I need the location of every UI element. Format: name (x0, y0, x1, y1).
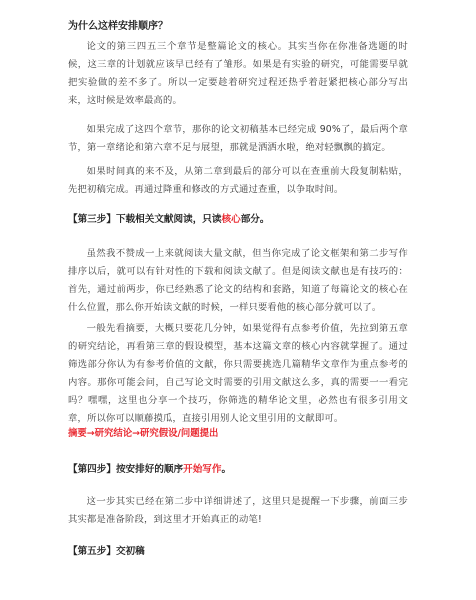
step-5-heading: 【第五步】交初稿 (68, 546, 145, 557)
paragraph-reading-method: 一般先看摘要，大概只要花几分钟，如果觉得有点参考价值，先拉到第五章的研究结论，再看第三章的假设模型，基本这篇文章的核心内容就掌握了。通过筛选部分你认为有参考价值的文献，你只需要挑选几篇精华文章作为重点参考的内容。那你可能会问，自己写论文时需要的引用文献这么多，真的需要一一看完吗？嘿嘿，这里也分享一个技巧，你筛选的精华论文里，必然也有很多引用文章，所以你可以顺藤摸瓜，直接引用别人论文里引用的文献即可。 (68, 323, 408, 424)
step-3-suffix: 部分。 (240, 214, 270, 225)
step-3-heading (68, 212, 408, 228)
step-3-highlight: 核心 (221, 214, 241, 225)
step-4-prefix: 【第四步】按安排好的顺序 (68, 464, 184, 475)
section-heading: 为什么这样安排顺序？ (68, 21, 168, 32)
step-4-heading (68, 462, 408, 478)
step-3-prefix: 【第三步】下载相关文献阅读，只读 (68, 214, 222, 225)
paragraph-core-chapters: 论文的第三四五三个章节是整篇论文的核心。其实当你在你准备选题的时候，这三章的计划就应该早已经有了雏形。如果是有实验的研究，可能需要早就把实验做的差不多了。所以一定要趁着研究过程还热乎着赶紧把核心部分写出来，这时候是效率最高的。 (68, 41, 408, 106)
paragraph-time-tip: 如果时间真的来不及，从第二章到最后的部分可以在查重前大段复制粘贴，先把初稿完成。再通过降重和修改的方式通过查重，以争取时间。 (68, 166, 408, 195)
step-4-highlight: 开始写作 (183, 464, 222, 475)
paragraph-remaining-chapters: 如果完成了这四个章节，那你的论文初稿基本已经完成 90%了，最后两个章节，第一章绪论和第六章不足与展望，那就是洒洒水啦，绝对轻飘飘的搞定。 (68, 124, 408, 153)
step-4-suffix: 。 (221, 464, 232, 475)
paragraph-writing-step: 这一步其实已经在第二步中详细讲述了，这里只是提醒一下步骤，前面三步其实都是准备阶段，到这里才开始真正的动笔! (68, 496, 408, 525)
paragraph-reading-literature: 虽然我不赞成一上来就阅读大量文献，但当你完成了论文框架和第二步写作排序以后，就可以有针对性的下载和阅读文献了。但是阅读文献也是有技巧的：首先，通过前两步，你已经熟悉了论文的结构和套路，知道了每篇论文的核心在什么位置，那么你开始读文献的时候，一样只要看他的核心部分就可以了。 (68, 248, 408, 313)
reading-order-flow: 摘要→研究结论→研究假设/问题提出 (68, 428, 219, 439)
